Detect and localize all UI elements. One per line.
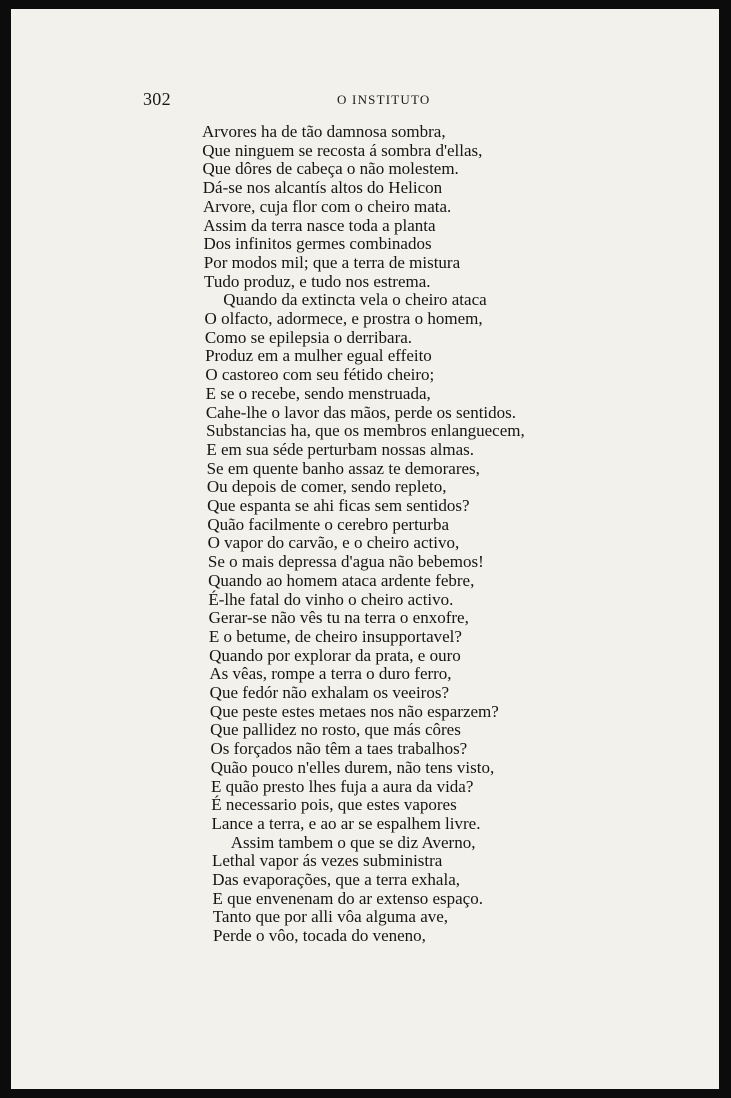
poem-line: E o betume, de cheiro insupportavel? [208, 626, 462, 646]
poem-line: É necessario pois, que estes vapores [211, 795, 457, 815]
poem-line: Tudo produz, e tudo nos estrema. [204, 271, 431, 291]
poem-line: Cahe-lhe o lavor das mãos, perde os sentidos. [205, 402, 517, 422]
poem-line: Que pallidez no rosto, que más côres [210, 720, 461, 740]
poem-line: Perde o vôo, tocada do veneno, [213, 926, 426, 946]
page-header [11, 89, 719, 113]
poem-line: Arvores ha de tão damnosa sombra, [202, 122, 446, 141]
poem-line: Que ninguem se recosta á sombra d'ellas, [202, 140, 483, 160]
poem-line: Produz em a mulher egual effeito [205, 346, 432, 366]
poem-line: Assim tambem o que se diz Averno, [230, 832, 476, 852]
poem-line: Que peste estes metaes nos não esparzem? [209, 701, 499, 721]
poem-line: Que fedór não exhalam os veeiros? [209, 683, 449, 702]
poem-line: E se o recebe, sendo menstruada, [205, 383, 431, 403]
poem-line: Assim da terra nasce toda a planta [203, 215, 436, 235]
poem-line: O castoreo com seu fétido cheiro; [205, 365, 435, 385]
poem-line: Quando da extincta vela o cheiro ataca [223, 290, 487, 310]
poem-line: O vapor do carvão, e o cheiro activo, [207, 533, 460, 553]
poem-line: Lethal vapor ás vezes subministra [211, 851, 443, 871]
poem-line: E em sua séde perturbam nossas almas. [206, 439, 475, 459]
poem-line: Se em quente banho assaz te demorares, [206, 458, 480, 478]
poem-line: Por modos mil; que a terra de mistura [203, 252, 461, 272]
poem-line: Que espanta se ahi ficas sem sentidos? [207, 496, 470, 515]
poem-line: Quão facilmente o cerebro perturba [207, 514, 450, 534]
poem-line: E que envenenam do ar extenso espaço. [212, 888, 483, 908]
poem-line: Quando ao homem ataca ardente febre, [208, 570, 475, 590]
poem-line: Dos infinitos germes combinados [203, 234, 432, 254]
poem-line: Lance a terra, e ao ar se espalhem livre. [211, 813, 481, 833]
poem-line: O olfacto, adormece, e prostra o homem, [204, 309, 483, 328]
poem-line: E quão presto lhes fuja a aura da vida? [210, 776, 474, 796]
poem-line: Como se epilepsia o derribara. [204, 327, 413, 347]
poem-line: As vêas, rompe a terra o duro ferro, [209, 664, 452, 684]
poem-line: Gerar-se não vês tu na terra o enxofre, [208, 608, 469, 628]
poem-line: Os forçados não têm a taes trabalhos? [210, 739, 468, 759]
poem-line: Das evaporações, que a terra exhala, [212, 870, 460, 889]
poem-line: Ou depois de comer, sendo repleto, [206, 477, 447, 497]
poem-line: Se o mais depressa d'agua não bebemos! [207, 552, 484, 572]
page-number: 302 [143, 89, 171, 109]
poem-line: Substancias ha, que os membros enlanguecem, [206, 421, 525, 441]
running-head: O INSTITUTO [337, 92, 431, 107]
poem-line: Dá-se nos alcantís altos do Helicon [202, 178, 443, 198]
poem-line: Quão pouco n'elles durem, não tens visto, [210, 757, 495, 777]
poem-line: Que dôres de cabeça o não molestem. [202, 159, 459, 179]
poem-line: Tanto que por alli vôa alguma ave, [212, 907, 449, 927]
poem-line: Quando por explorar da prata, e ouro [209, 645, 461, 665]
poem-line: Arvore, cuja flor com o cheiro mata. [203, 196, 452, 216]
poem-line: É-lhe fatal do vinho o cheiro activo. [208, 589, 454, 609]
book-page [11, 9, 719, 1089]
